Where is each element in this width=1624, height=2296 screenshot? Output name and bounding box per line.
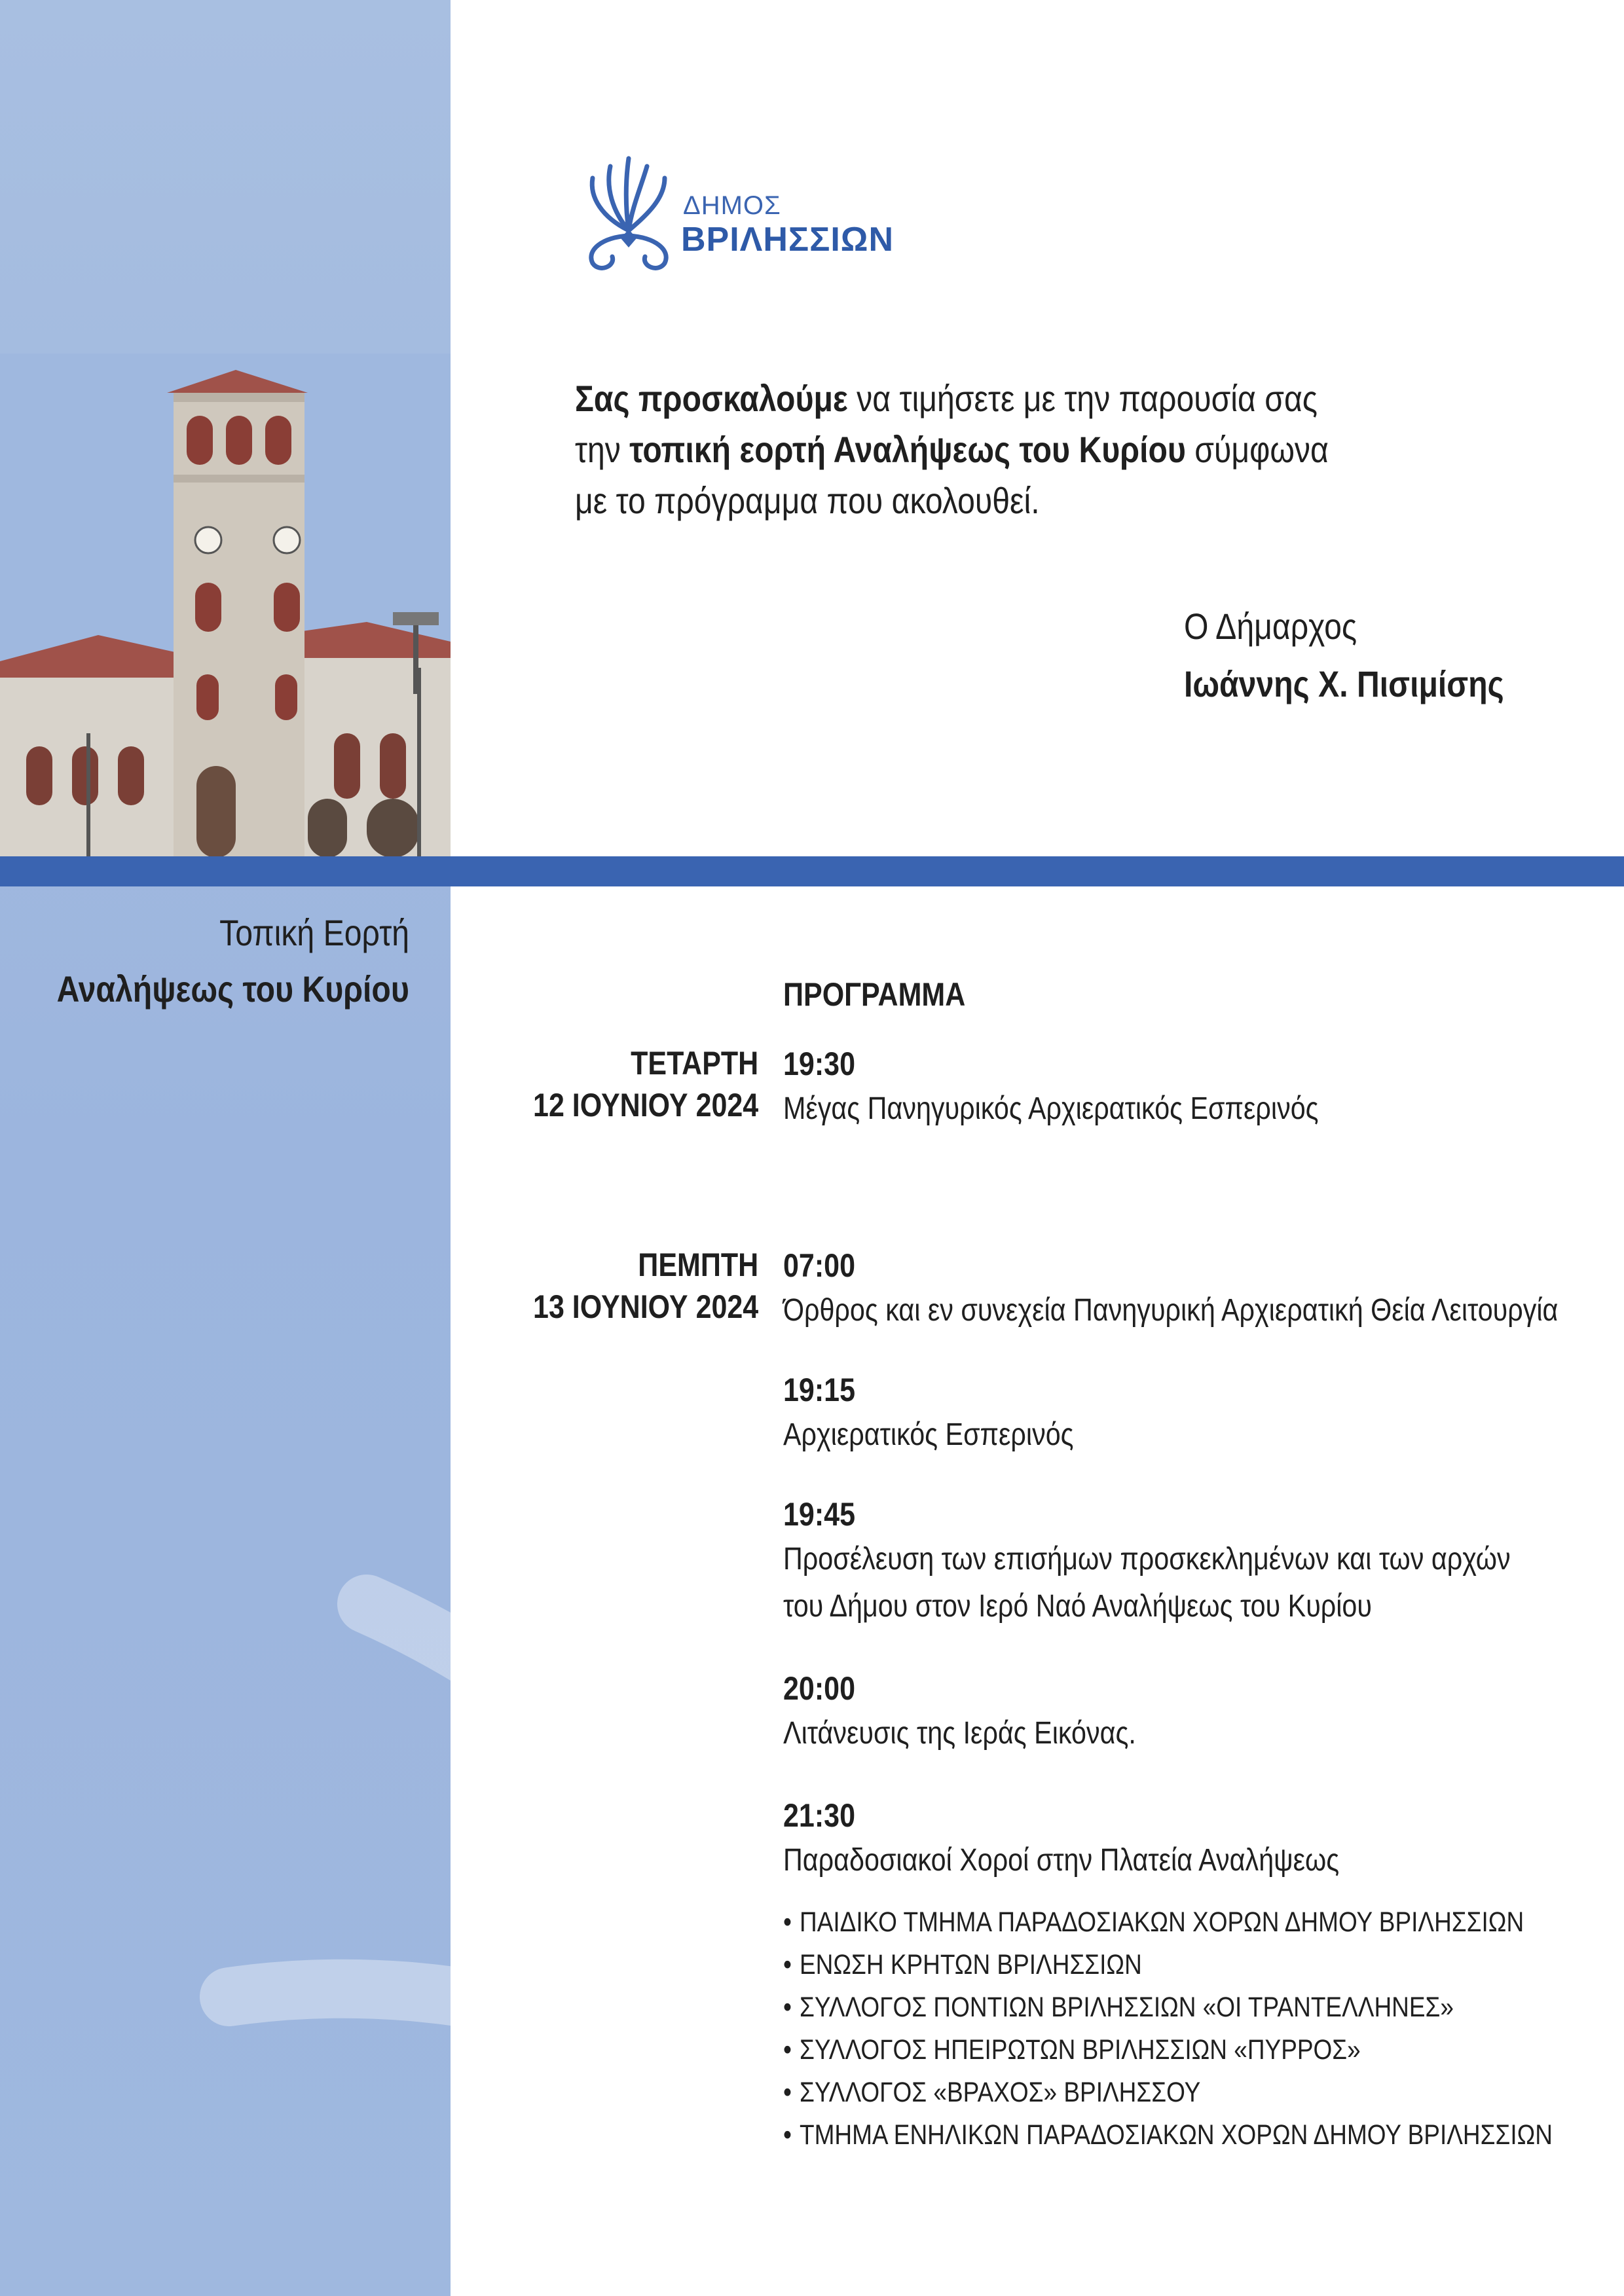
event-day2-2 <box>783 1368 1074 1459</box>
event-desc: Αρχιερατικός Εσπερινός <box>783 1417 1074 1452</box>
invitation-line-1 <box>575 373 1420 424</box>
invitation-line-2 <box>575 424 1420 475</box>
day2-weekday: ΠΕΜΠΤΗ <box>638 1247 758 1283</box>
event-day1-1 <box>783 1042 1319 1133</box>
event-time: 07:00 <box>783 1247 855 1284</box>
day1-date: 12 ΙΟΥΝΙΟΥ 2024 <box>532 1087 758 1123</box>
invitation-bold-2: τοπική εορτή Αναλήψεως του Κυρίου <box>629 429 1186 470</box>
palmette-logo-icon <box>576 152 681 274</box>
invitation-text <box>575 373 1420 526</box>
event-desc: του Δήμου στον Ιερό Ναό Αναλήψεως του Κυρίου <box>783 1589 1372 1624</box>
event-desc: Παραδοσιακοί Χοροί στην Πλατεία Αναλήψεως <box>783 1843 1340 1878</box>
event-day2-1 <box>783 1244 1558 1334</box>
event-day2-4 <box>783 1667 1136 1757</box>
event-desc: Λιτάνευσις της Ιεράς Εικόνας. <box>783 1716 1136 1751</box>
day2-date: 13 ΙΟΥΝΙΟΥ 2024 <box>532 1288 758 1325</box>
event-time: 19:45 <box>783 1496 855 1533</box>
invitation-text-3: σύμφωνα <box>1185 429 1329 470</box>
event-time: 21:30 <box>783 1797 855 1834</box>
logo-text-line1: ΔΗΜΟΣ <box>683 191 781 220</box>
list-item: • ΣΥΛΛΟΓΟΣ «ΒΡΑΧΟΣ» ΒΡΙΛΗΣΣΟΥ <box>783 2071 1553 2114</box>
day1-weekday: ΤΕΤΑΡΤΗ <box>630 1045 758 1082</box>
list-item: • ΣΥΛΛΟΓΟΣ ΠΟΝΤΙΩΝ ΒΡΙΛΗΣΣΙΩΝ «ΟΙ ΤΡΑΝΤΕΛΛΗΝΕΣ» <box>783 1986 1553 2029</box>
header-band <box>0 856 1624 886</box>
invitation-text-2: την <box>575 429 630 470</box>
invitation-bold-1: Σας προσκαλούμε <box>575 378 848 419</box>
mayor-name: Ιωάννης Χ. Πισιμίσης <box>1184 663 1504 704</box>
list-item: • ΣΥΛΛΟΓΟΣ ΗΠΕΙΡΩΤΩΝ ΒΡΙΛΗΣΣΙΩΝ «ΠΥΡΡΟΣ» <box>783 2029 1553 2071</box>
festival-label: Τοπική Εορτή <box>219 912 409 953</box>
event-time: 19:30 <box>783 1046 855 1082</box>
festival-title: Αναλήψεως του Κυρίου <box>56 968 409 1010</box>
event-time: 20:00 <box>783 1670 855 1707</box>
event-time: 19:15 <box>783 1372 855 1408</box>
program-title: ΠΡΟΓΡΑΜΜΑ <box>783 976 966 1013</box>
list-item: • ΠΑΙΔΙΚΟ ΤΜΗΜΑ ΠΑΡΑΔΟΣΙΑΚΩΝ ΧΟΡΩΝ ΔΗΜΟΥ ΒΡΙΛΗΣΣΙΩΝ <box>783 1901 1553 1944</box>
list-item: • ΕΝΩΣΗ ΚΡΗΤΩΝ ΒΡΙΛΗΣΣΙΩΝ <box>783 1944 1553 1986</box>
event-desc: Όρθρος και εν συνεχεία Πανηγυρική Αρχιερατική Θεία Λειτουργία <box>783 1293 1559 1328</box>
day1-label <box>533 1042 758 1126</box>
mayor-role: Ο Δήμαρχος <box>1184 606 1357 647</box>
list-item: • ΤΜΗΜΑ ΕΝΗΛΙΚΩΝ ΠΑΡΑΔΟΣΙΑΚΩΝ ΧΟΡΩΝ ΔΗΜΟΥ ΒΡΙΛΗΣΣΙΩΝ <box>783 2114 1553 2157</box>
dance-groups-list <box>783 1901 1553 2157</box>
church-photo <box>0 354 451 858</box>
invitation-text-1: να τιμήσετε με την παρουσία σας <box>847 378 1318 419</box>
event-desc: Προσέλευση των επισήμων προσκεκλημένων και των αρχών <box>783 1542 1511 1576</box>
event-desc: Μέγας Πανηγυρικός Αρχιερατικός Εσπερινός <box>783 1091 1319 1126</box>
logo-text-line2: ΒΡΙΛΗΣΣΙΩΝ <box>681 221 895 259</box>
day2-label <box>533 1244 758 1328</box>
invitation-line-3: με το πρόγραμμα που ακολουθεί. <box>575 480 1040 521</box>
event-day2-5 <box>783 1794 1339 1884</box>
event-day2-3 <box>783 1493 1511 1630</box>
